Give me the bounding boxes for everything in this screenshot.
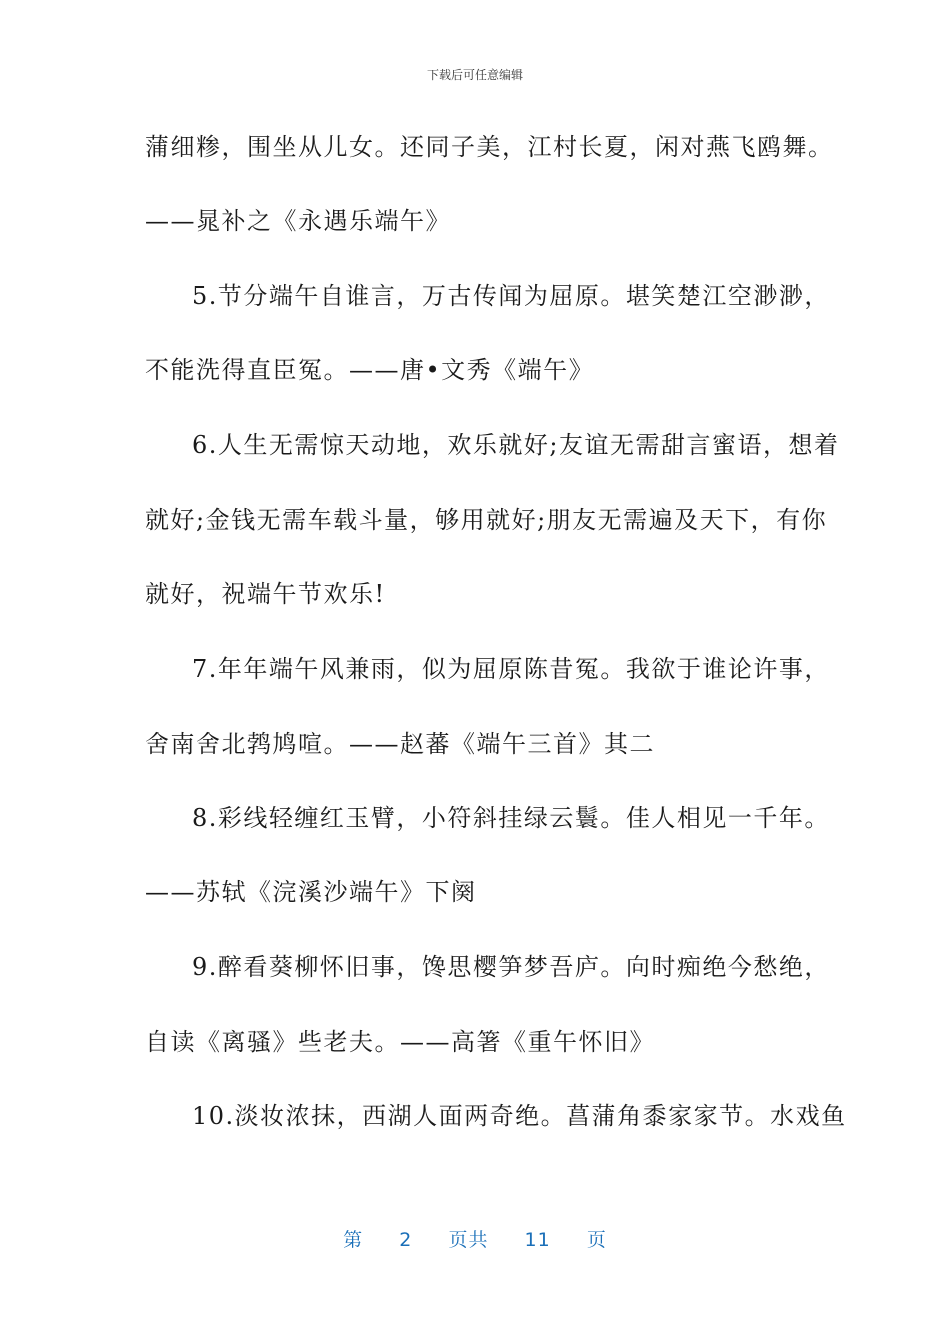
text-line: 蒲细糁，围坐从儿女。还同子美，江村长夏，闲对燕飞鸥舞。 <box>145 133 834 161</box>
text-line: 10.淡妆浓抹，西湖人面两奇绝。菖蒲角黍家家节。水戏鱼 <box>192 1102 847 1130</box>
text-line: 就好，祝端午节欢乐! <box>145 580 386 608</box>
text-line: ——苏轼《浣溪沙端午》下阕 <box>145 878 477 906</box>
page-footer <box>0 1225 950 1252</box>
text-line: 7.年年端午风兼雨，似为屈原陈昔冤。我欲于谁论许事， <box>192 655 830 683</box>
footer-middle: 页共 <box>448 1229 489 1251</box>
text-line: ——晁补之《永遇乐端午》 <box>145 207 451 235</box>
text-line: 不能洗得直臣冤。——唐•文秀《端午》 <box>145 356 595 384</box>
current-page-number: 2 <box>399 1229 413 1251</box>
total-page-count: 11 <box>524 1229 551 1251</box>
footer-suffix: 页 <box>586 1229 607 1251</box>
footer-prefix: 第 <box>343 1229 364 1251</box>
page-header: 下载后可任意编辑 <box>426 68 523 82</box>
text-line: 舍南舍北鹁鸠喧。——赵蕃《端午三首》其二 <box>145 730 655 758</box>
text-line: 6.人生无需惊天动地，欢乐就好;友谊无需甜言蜜语，想着 <box>192 431 840 459</box>
text-line: 自读《离骚》些老夫。——高箸《重午怀旧》 <box>145 1028 655 1056</box>
text-line: 8.彩线轻缠红玉臂，小符斜挂绿云鬟。佳人相见一千年。 <box>192 804 830 832</box>
text-line: 9.醉看葵柳怀旧事，馋思樱笋梦吾庐。向时痴绝今愁绝， <box>192 953 830 981</box>
text-line: 就好;金钱无需车载斗量，够用就好;朋友无需遍及天下，有你 <box>145 506 828 534</box>
text-line: 5.节分端午自谁言，万古传闻为屈原。堪笑楚江空渺渺， <box>192 282 830 310</box>
